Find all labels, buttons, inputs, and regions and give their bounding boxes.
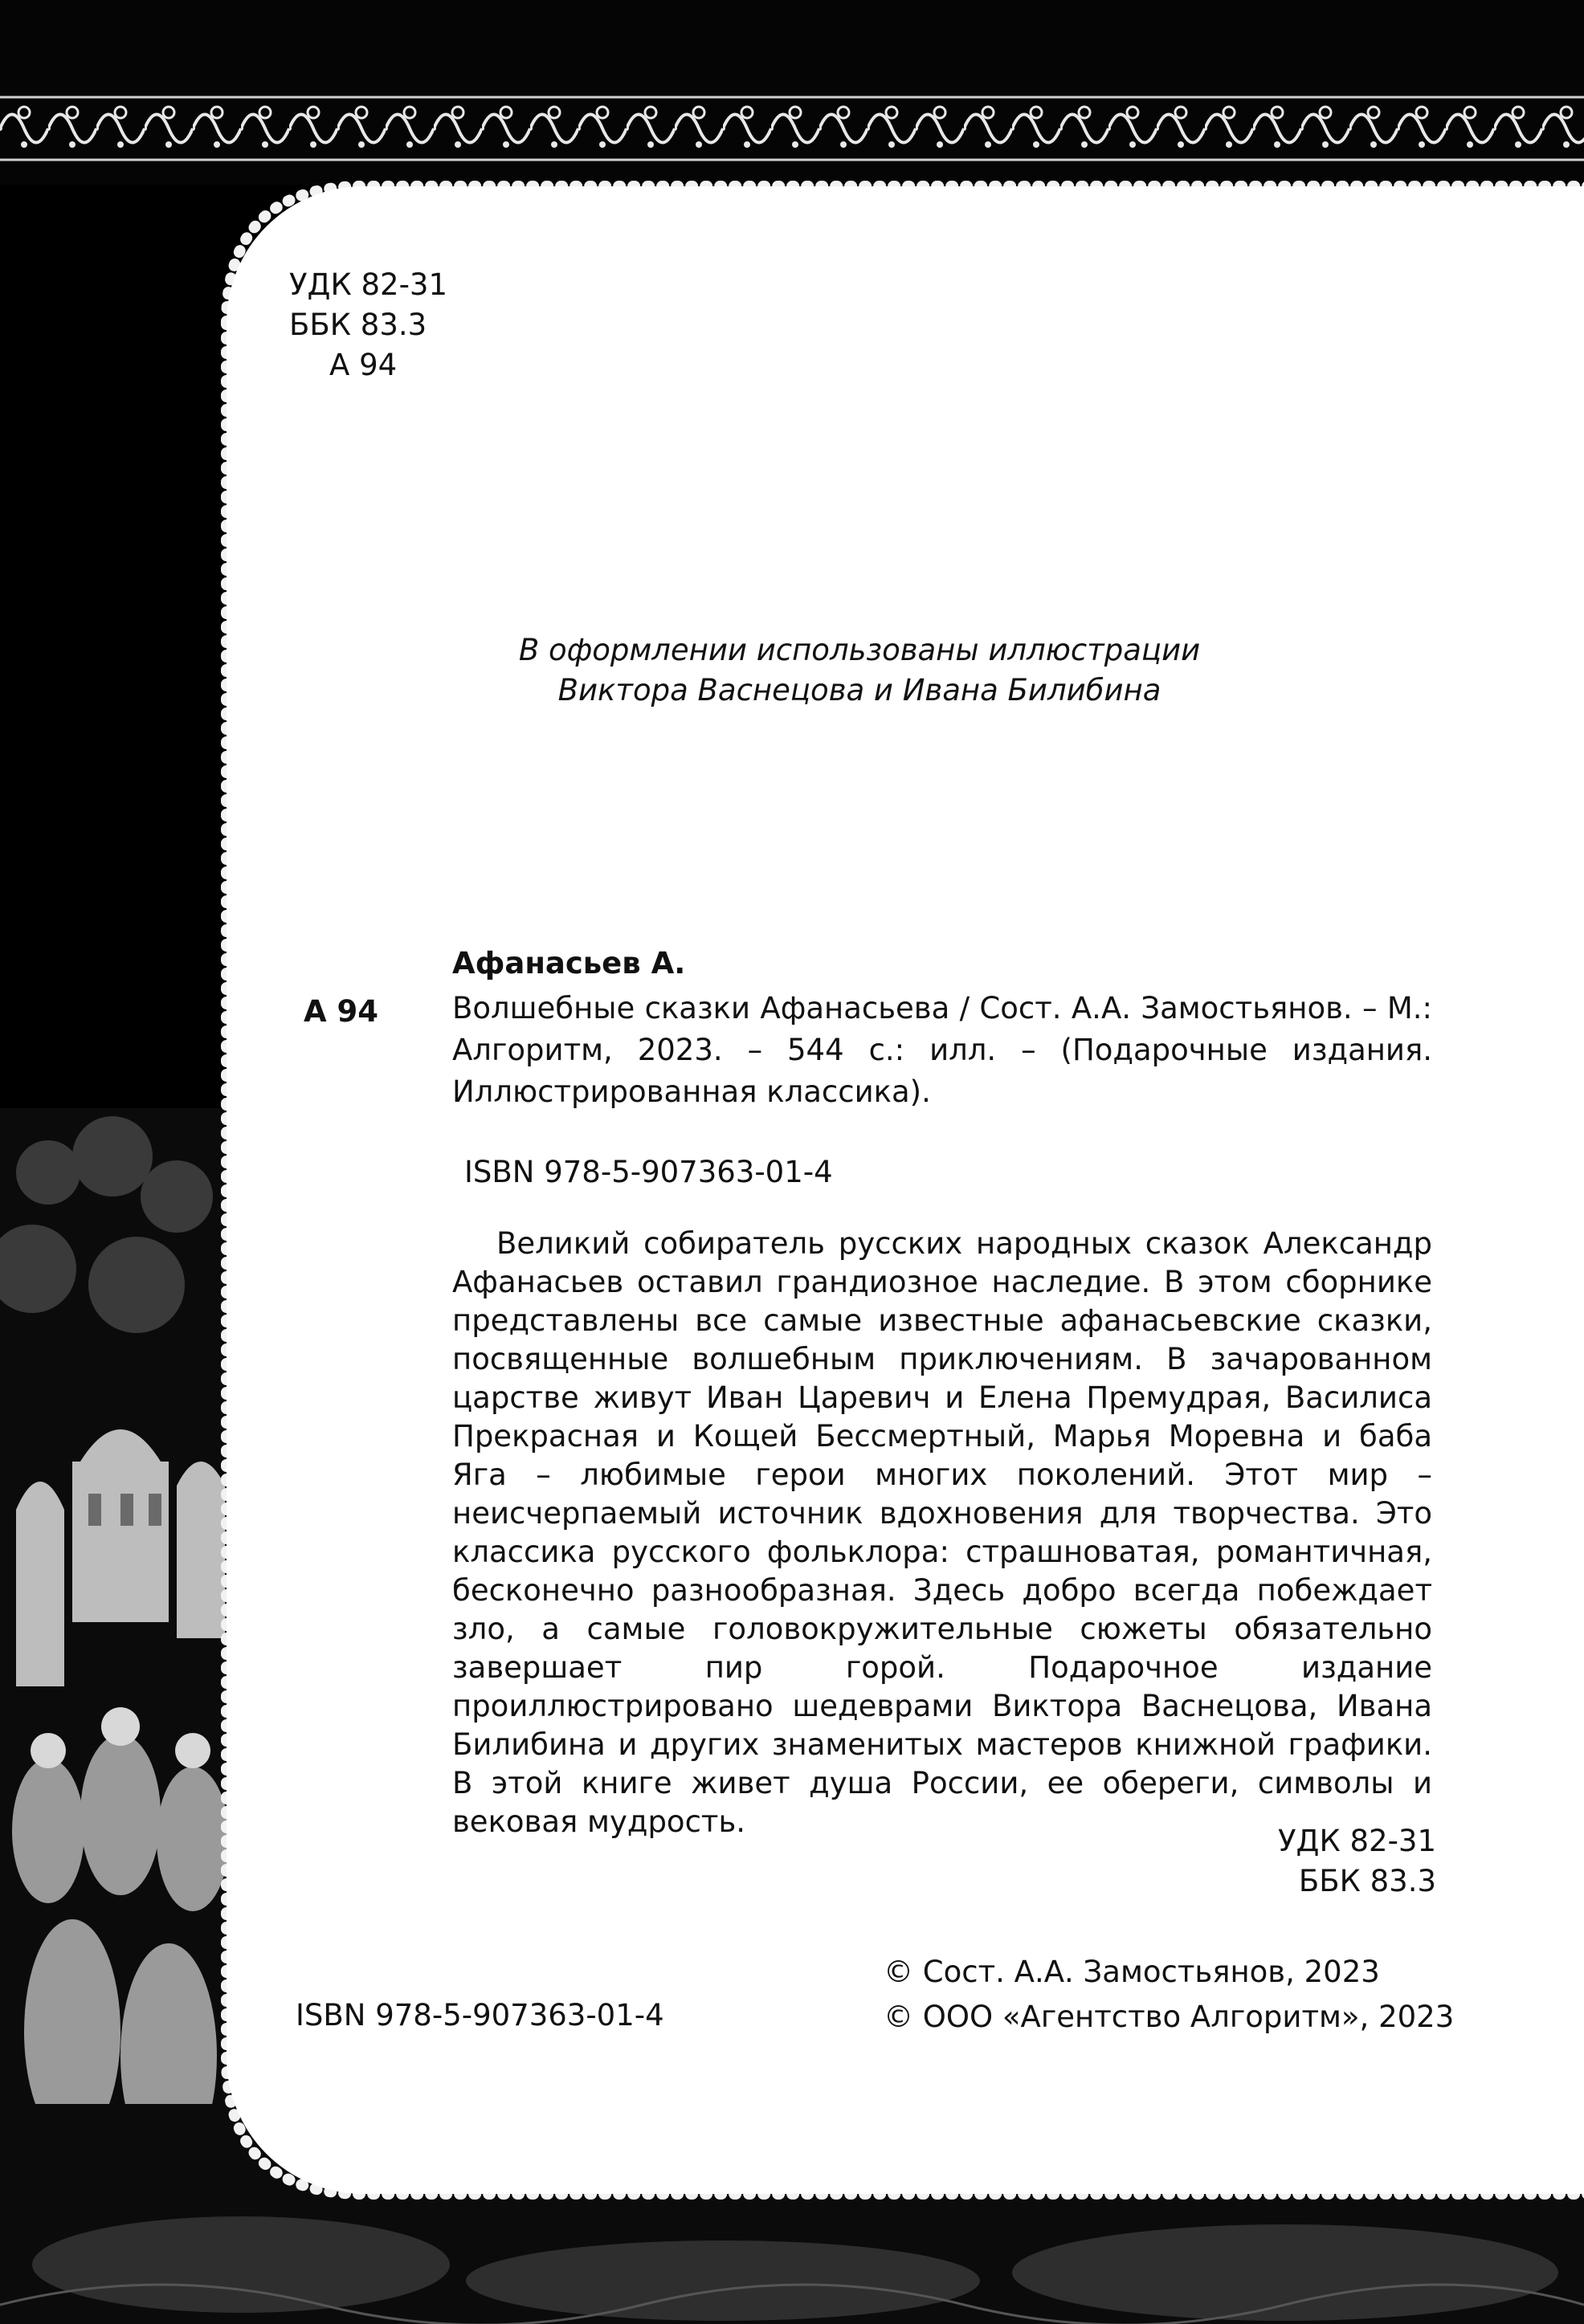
- copyright-publisher: © ООО «Агентство Алгоритм», 2023: [884, 2000, 1455, 2034]
- udk-code: УДК 82-31: [289, 267, 447, 302]
- author-name: Афанасьев А.: [452, 946, 686, 981]
- isbn-record: ISBN 978-5-907363-01-4: [464, 1155, 833, 1189]
- footer-classification: [1253, 1821, 1436, 1902]
- copyright-compiler: © Сост. А.А. Замостьянов, 2023: [884, 1955, 1380, 1989]
- illustrations-note: [450, 630, 1269, 711]
- lace-ornament: [0, 92, 1584, 165]
- footer-isbn: ISBN 978-5-907363-01-4: [296, 1998, 664, 2032]
- illustrations-note-line2: Виктора Васнецова и Ивана Билибина: [557, 673, 1161, 707]
- annotation-text: Великий собиратель русских народных сказок Александр Афанасьев оставил грандиозное наследие. В этом сборнике представлены все самые известные афанасьевские сказки, посвященные волшебным приключениям. В зачарованном царстве живут Иван Царевич и Елена Премудрая, Василиса Прекрасная и Кощей Бессмертный, Марья Моревна и баба Яга – любимые герои многих поколений. Этот мир – неисчерпаемый источник вдохновения для творчества. Это классика русского фольклора: страшноватая, романтичная, бесконечно разнообразная. Здесь добро всегда побеждает зло, а самые головокружительные сюжеты обязательно завершает пир горой. Подарочное издание проиллюстрировано шедеврами Виктора Васнецова, Ивана Билибина и других знаменитых мастеров книжной графики. В этой книге живет душа России, ее обереги, символы и вековая мудрость.: [452, 1226, 1432, 1839]
- copyright-block: [884, 1950, 1454, 2040]
- bibliographic-description: Волшебные сказки Афанасьева / Сост. А.А. Замостьянов. – М.: Алгоритм, 2023. – 544 с.: илл. – (Подарочные издания. Иллюстрированная классика).: [452, 991, 1432, 1109]
- illustrations-note-line1: В оформлении использованы иллюстрации: [518, 633, 1201, 667]
- top-ornament-band: [0, 0, 1584, 185]
- bbk-code: ББК 83.3: [289, 308, 427, 342]
- cutter-code: А 94: [329, 348, 398, 382]
- cutter-mark: А 94: [304, 994, 379, 1029]
- footer-udk: УДК 82-31: [1278, 1824, 1436, 1858]
- classification-block: [289, 265, 447, 385]
- footer-bbk: ББК 83.3: [1298, 1864, 1436, 1898]
